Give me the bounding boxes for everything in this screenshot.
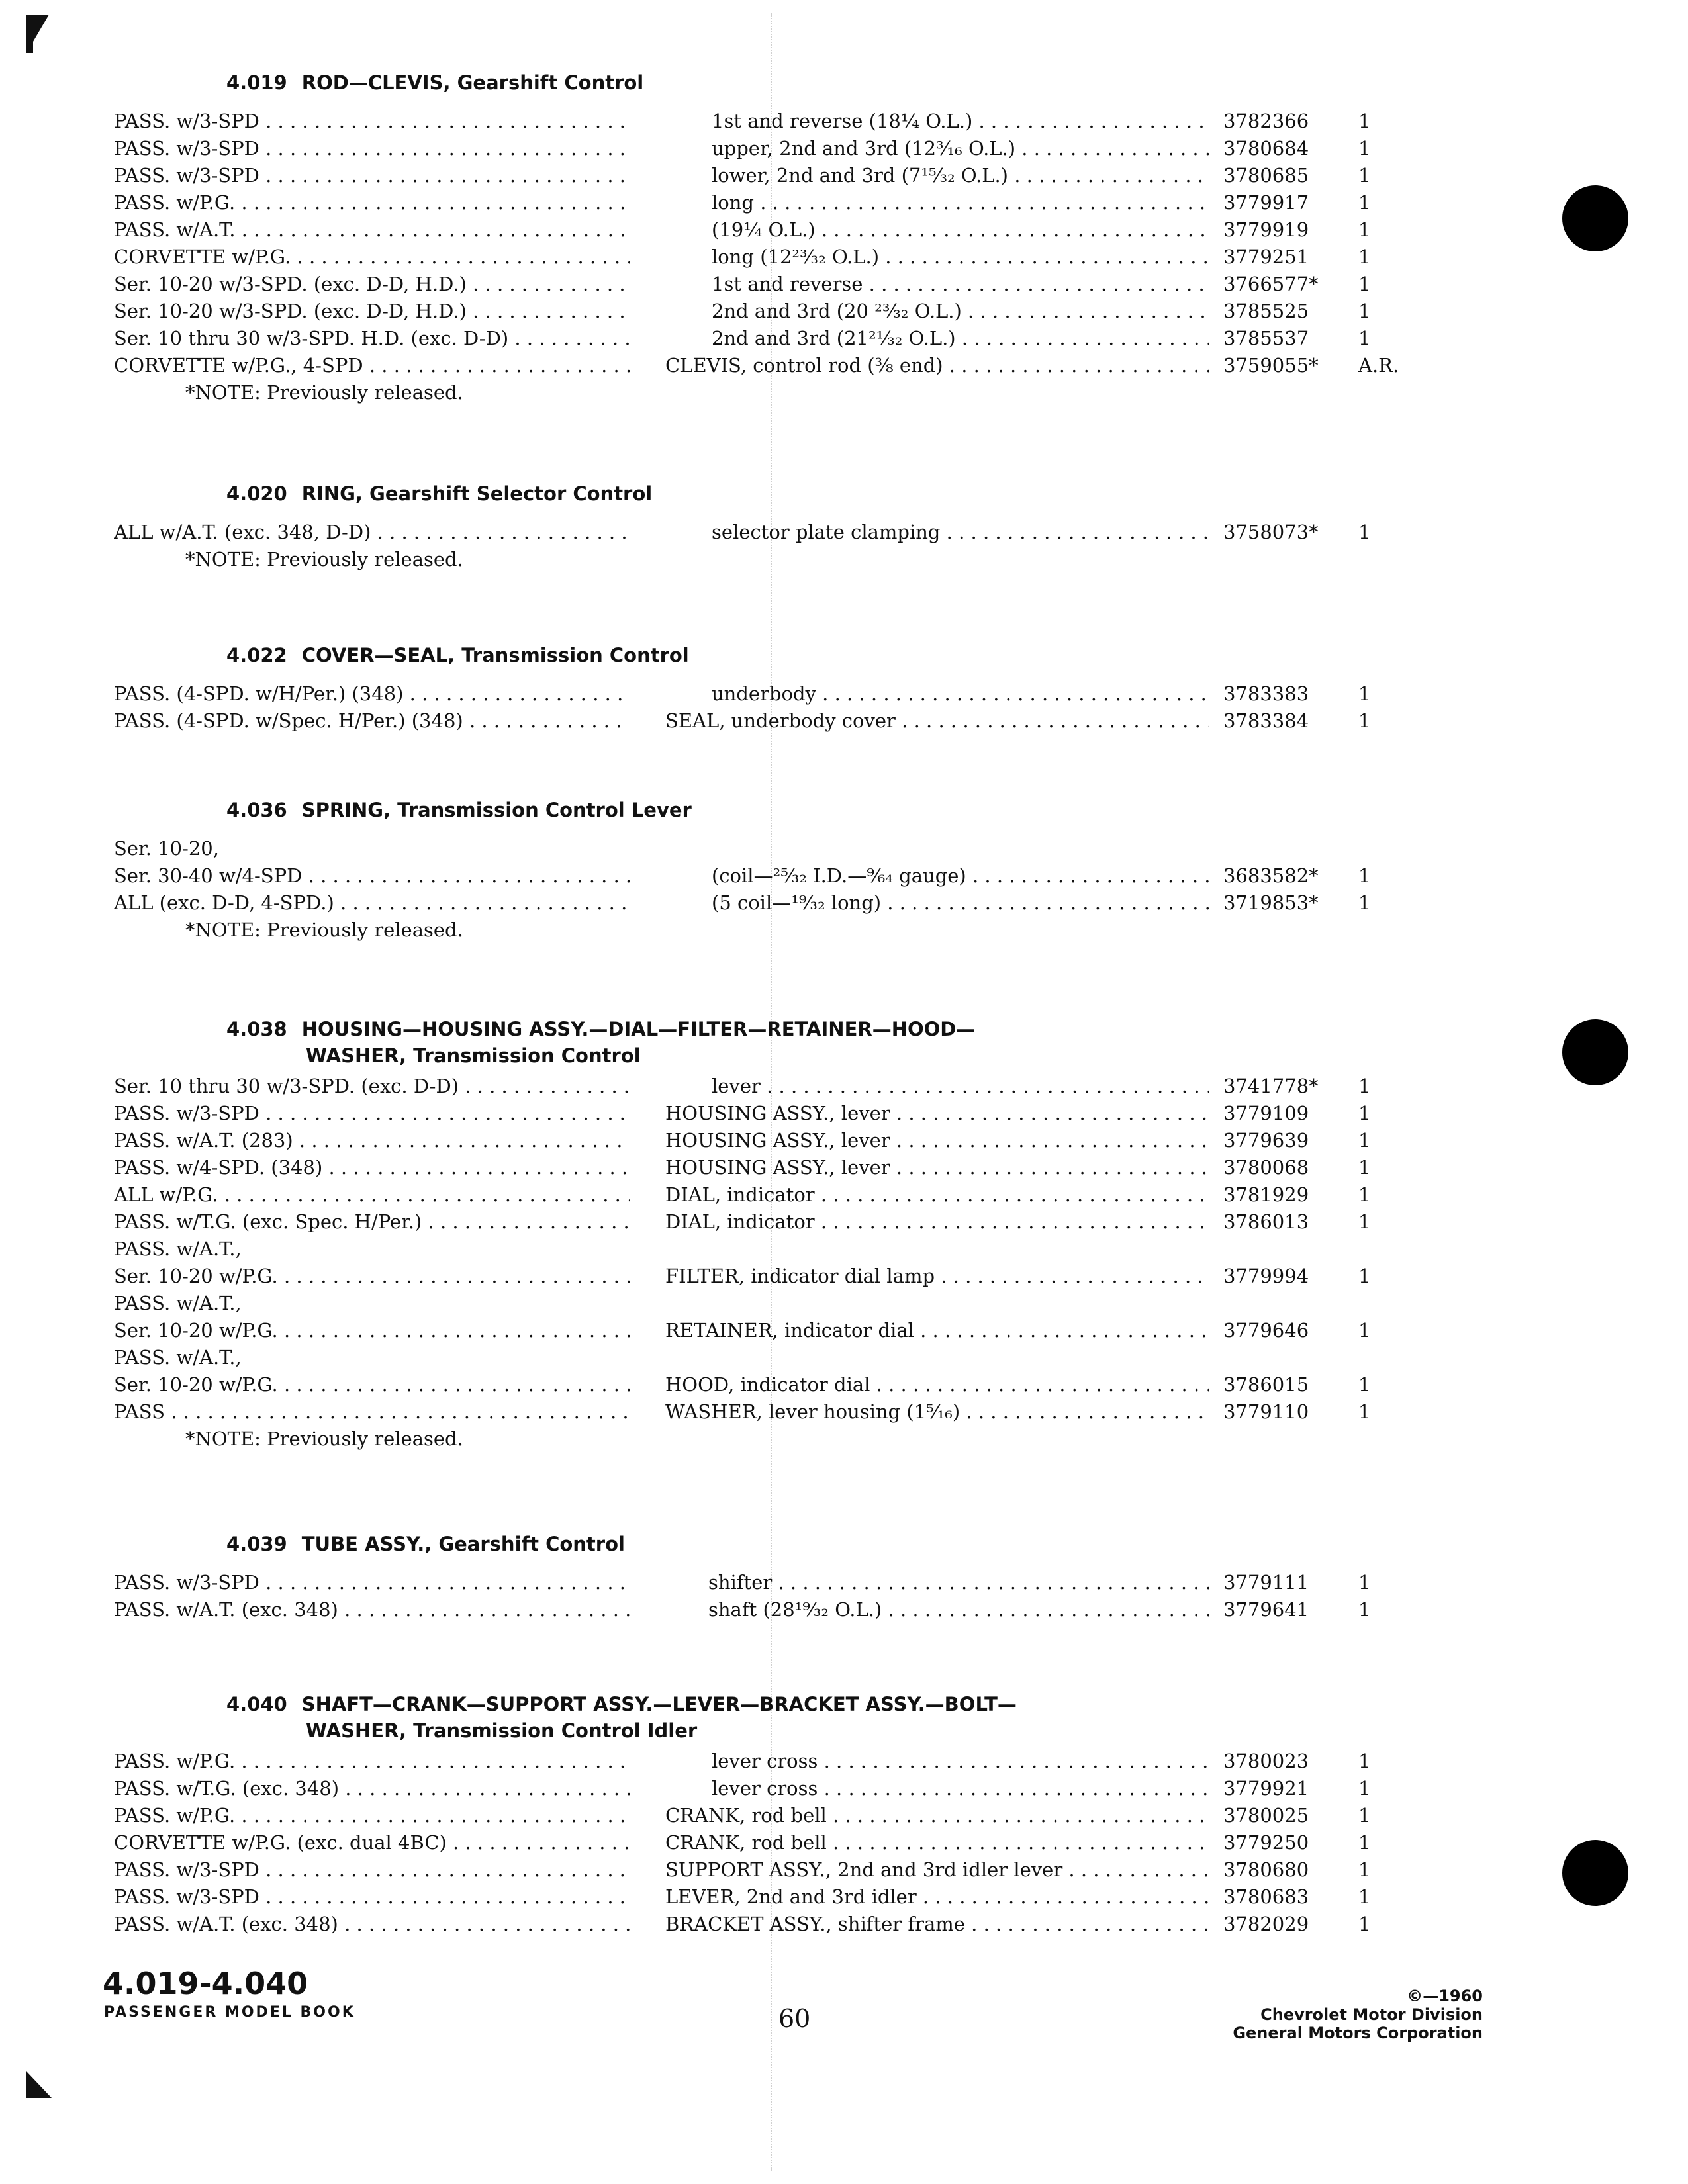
quantity-cell: 1 [1358, 110, 1371, 132]
table-row [0, 1856, 1688, 1884]
quantity-cell: 1 [1358, 218, 1371, 241]
table-row [0, 108, 1688, 135]
quantity-cell: 1 [1358, 891, 1371, 914]
description-cell: shaft (28¹⁹⁄₃₂ O.L.) . . . [708, 1596, 1209, 1623]
table-row [0, 1911, 1688, 1938]
description-cell: long (12²³⁄₃₂ O.L.) . . . [712, 244, 1209, 271]
description-cell: shifter . . . [708, 1569, 1209, 1596]
application-cell: CORVETTE w/P.G., 4-SPD . . . [114, 352, 630, 379]
description-cell: lever cross . . . [712, 1775, 1209, 1802]
section-title: COVER—SEAL, Transmission Control [301, 644, 689, 666]
description-cell: LEVER, 2nd and 3rd idler . . . [665, 1884, 1209, 1911]
table-row [0, 835, 1688, 862]
quantity-cell: 1 [1358, 1913, 1371, 1935]
parts-table [0, 835, 1688, 917]
description-cell: selector plate clamping . . . [712, 519, 1209, 546]
section-title: ROD—CLEVIS, Gearshift Control [301, 71, 644, 94]
part-number-cell: 3780684 [1223, 137, 1309, 159]
quantity-cell: 1 [1358, 300, 1371, 322]
application-cell: Ser. 30-40 w/4-SPD . . . [114, 862, 630, 889]
table-row [0, 216, 1688, 244]
application-cell: PASS. w/3-SPD . . . [114, 1856, 630, 1884]
part-number-cell: 3719853* [1223, 891, 1319, 914]
application-cell: PASS. w/P.G. . . . [114, 189, 630, 216]
description-cell: HOOD, indicator dial . . . [665, 1371, 1209, 1398]
description-cell: FILTER, indicator dial lamp . . . [665, 1263, 1209, 1290]
application-cell: ALL w/P.G. . . . [114, 1181, 630, 1208]
quantity-cell: 1 [1358, 1129, 1371, 1152]
part-number-cell: 3779994 [1223, 1265, 1309, 1287]
application-cell: PASS. w/T.G. (exc. 348) . . . [114, 1775, 630, 1802]
table-row [0, 1569, 1688, 1596]
quantity-cell: 1 [1358, 1156, 1371, 1179]
table-row [0, 519, 1688, 546]
part-number-cell: 3786013 [1223, 1210, 1309, 1233]
quantity-cell: 1 [1358, 164, 1371, 187]
table-row [0, 1073, 1688, 1100]
description-cell: CRANK, rod bell . . . [665, 1802, 1209, 1829]
footnote: *NOTE: Previously released. [185, 381, 463, 404]
table-row [0, 1317, 1688, 1344]
quantity-cell: 1 [1358, 1804, 1371, 1827]
description-cell: 2nd and 3rd (21²¹⁄₃₂ O.L.) . . . [712, 325, 1209, 352]
description-cell: lever cross . . . [712, 1748, 1209, 1775]
quantity-cell: 1 [1358, 864, 1371, 887]
table-row [0, 1127, 1688, 1154]
description-cell: lever . . . [712, 1073, 1209, 1100]
description-cell: HOUSING ASSY., lever . . . [665, 1127, 1209, 1154]
application-cell: PASS. w/3-SPD . . . [114, 1569, 630, 1596]
description-cell: long . . . [712, 189, 1209, 216]
application-cell: PASS. w/A.T. (283) . . . [114, 1127, 630, 1154]
table-row [0, 189, 1688, 216]
quantity-cell: 1 [1358, 1265, 1371, 1287]
table-row [0, 1263, 1688, 1290]
section-heading [226, 1531, 625, 1557]
table-row [0, 862, 1688, 889]
application-cell: Ser. 10-20 w/P.G. . . . [114, 1263, 630, 1290]
description-cell: (5 coil—¹⁹⁄₃₂ long) . . . [712, 889, 1209, 917]
application-cell: PASS. w/3-SPD . . . [114, 1100, 630, 1127]
application-cell: PASS. w/A.T. (exc. 348) . . . [114, 1596, 630, 1623]
part-number-cell: 3785537 [1223, 327, 1309, 349]
application-cell: PASS. w/3-SPD . . . [114, 1884, 630, 1911]
application-cell: Ser. 10-20 w/P.G. . . . [114, 1371, 630, 1398]
part-number-cell: 3781929 [1223, 1183, 1309, 1206]
application-cell: PASS. w/3-SPD . . . [114, 162, 630, 189]
application-cell: Ser. 10-20 w/3-SPD. (exc. D-D, H.D.) . . . [114, 298, 630, 325]
section-heading [226, 480, 652, 507]
quantity-cell: 1 [1358, 1400, 1371, 1423]
table-row [0, 135, 1688, 162]
application-cell: PASS. w/A.T., [114, 1292, 242, 1314]
parts-table [0, 1748, 1688, 1938]
table-row [0, 1884, 1688, 1911]
section-range: 4.019-4.040 [103, 1966, 308, 2001]
part-number-cell: 3786015 [1223, 1373, 1309, 1396]
quantity-cell: 1 [1358, 1319, 1371, 1342]
part-number-cell: 3758073* [1223, 521, 1319, 543]
table-row [0, 1236, 1688, 1263]
application-cell: Ser. 10-20, [114, 837, 219, 860]
part-number-cell: 3780680 [1223, 1858, 1309, 1881]
part-number-cell: 3779250 [1223, 1831, 1309, 1854]
table-row [0, 1181, 1688, 1208]
application-cell: PASS. (4-SPD. w/H/Per.) (348) . . . [114, 680, 630, 707]
section-title: TUBE ASSY., Gearshift Control [301, 1533, 625, 1555]
application-cell: PASS. w/A.T., [114, 1346, 242, 1369]
table-row [0, 1344, 1688, 1371]
parts-table [0, 519, 1688, 546]
description-cell: RETAINER, indicator dial . . . [665, 1317, 1209, 1344]
part-number-cell: 3780025 [1223, 1804, 1309, 1827]
division: Chevrolet Motor Division [1260, 2005, 1483, 2024]
application-cell: CORVETTE w/P.G. . . . [114, 244, 630, 271]
quantity-cell: 1 [1358, 273, 1371, 295]
part-number-cell: 3779646 [1223, 1319, 1309, 1342]
footnote: *NOTE: Previously released. [185, 919, 463, 941]
table-row [0, 680, 1688, 707]
quantity-cell: 1 [1358, 1210, 1371, 1233]
application-cell: PASS. w/A.T. (exc. 348) . . . [114, 1911, 630, 1938]
quantity-cell: 1 [1358, 1102, 1371, 1124]
part-number-cell: 3783384 [1223, 709, 1309, 732]
quantity-cell: 1 [1358, 1571, 1371, 1594]
section-title-continued: WASHER, Transmission Control [306, 1044, 641, 1067]
description-cell: SEAL, underbody cover . . . [665, 707, 1209, 735]
description-cell: HOUSING ASSY., lever . . . [665, 1100, 1209, 1127]
copyright: ©—1960 [1407, 1987, 1483, 2005]
part-number-cell: 3779110 [1223, 1400, 1309, 1423]
application-cell: PASS. w/P.G. . . . [114, 1748, 630, 1775]
table-row [0, 352, 1688, 379]
application-cell: PASS . . . [114, 1398, 630, 1426]
application-cell: PASS. w/3-SPD . . . [114, 108, 630, 135]
part-number-cell: 3779109 [1223, 1102, 1309, 1124]
table-row [0, 1290, 1688, 1317]
part-number-cell: 3780685 [1223, 164, 1309, 187]
quantity-cell: 1 [1358, 1183, 1371, 1206]
table-row [0, 1829, 1688, 1856]
description-cell: (coil—²⁵⁄₃₂ I.D.—⁹⁄₆₄ gauge) . . . [712, 862, 1209, 889]
quantity-cell: 1 [1358, 191, 1371, 214]
section-title: RING, Gearshift Selector Control [301, 482, 653, 505]
section-heading [226, 1016, 975, 1069]
application-cell: Ser. 10-20 w/3-SPD. (exc. D-D, H.D.) . . . [114, 271, 630, 298]
description-cell: HOUSING ASSY., lever . . . [665, 1154, 1209, 1181]
part-number-cell: 3779111 [1223, 1571, 1309, 1594]
table-row [0, 1371, 1688, 1398]
part-number-cell: 3779639 [1223, 1129, 1309, 1152]
section-title: HOUSING—HOUSING ASSY.—DIAL—FILTER—RETAINER—HOOD— [301, 1018, 976, 1040]
quantity-cell: 1 [1358, 137, 1371, 159]
table-row [0, 1775, 1688, 1802]
description-cell: DIAL, indicator . . . [665, 1181, 1209, 1208]
description-cell: (19¼ O.L.) . . . [712, 216, 1209, 244]
table-row [0, 1100, 1688, 1127]
application-cell: Ser. 10 thru 30 w/3-SPD. H.D. (exc. D-D) . . . [114, 325, 630, 352]
part-number-cell: 3759055* [1223, 354, 1319, 377]
application-cell: PASS. w/3-SPD . . . [114, 135, 630, 162]
part-number-cell: 3779917 [1223, 191, 1309, 214]
table-row [0, 1748, 1688, 1775]
table-row [0, 889, 1688, 917]
description-cell: lower, 2nd and 3rd (7¹⁵⁄₃₂ O.L.) . . . [712, 162, 1209, 189]
quantity-cell: 1 [1358, 1075, 1371, 1097]
description-cell: 2nd and 3rd (20 ²³⁄₃₂ O.L.) . . . [712, 298, 1209, 325]
section-number: 4.036 [226, 799, 287, 821]
page-number: 60 [778, 2004, 811, 2033]
table-row [0, 325, 1688, 352]
section-heading [226, 69, 643, 96]
corner-crop-mark [26, 15, 49, 53]
quantity-cell: 1 [1358, 246, 1371, 268]
description-cell: SUPPORT ASSY., 2nd and 3rd idler lever . . . [665, 1856, 1209, 1884]
section-heading [226, 642, 689, 668]
part-number-cell: 3779919 [1223, 218, 1309, 241]
part-number-cell: 3741778* [1223, 1075, 1319, 1097]
application-cell: ALL (exc. D-D, 4-SPD.) . . . [114, 889, 630, 917]
part-number-cell: 3782029 [1223, 1913, 1309, 1935]
quantity-cell: 1 [1358, 1886, 1371, 1908]
description-cell: DIAL, indicator . . . [665, 1208, 1209, 1236]
description-cell: upper, 2nd and 3rd (12³⁄₁₆ O.L.) . . . [712, 135, 1209, 162]
section-number: 4.022 [226, 644, 287, 666]
parts-table [0, 1569, 1688, 1623]
table-row [0, 271, 1688, 298]
description-cell: 1st and reverse (18¼ O.L.) . . . [712, 108, 1209, 135]
application-cell: PASS. (4-SPD. w/Spec. H/Per.) (348) . . . [114, 707, 630, 735]
quantity-cell: 1 [1358, 1373, 1371, 1396]
part-number-cell: 3779641 [1223, 1598, 1309, 1621]
part-number-cell: 3780023 [1223, 1750, 1309, 1772]
part-number-cell: 3683582* [1223, 864, 1319, 887]
part-number-cell: 3780068 [1223, 1156, 1309, 1179]
section-number: 4.040 [226, 1693, 287, 1715]
footnote: *NOTE: Previously released. [185, 1428, 463, 1450]
application-cell: PASS. w/T.G. (exc. Spec. H/Per.) . . . [114, 1208, 630, 1236]
description-cell: 1st and reverse . . . [712, 271, 1209, 298]
application-cell: PASS. w/4-SPD. (348) . . . [114, 1154, 630, 1181]
description-cell: WASHER, lever housing (1⁵⁄₁₆) . . . [665, 1398, 1209, 1426]
quantity-cell: 1 [1358, 1598, 1371, 1621]
section-title-continued: WASHER, Transmission Control Idler [306, 1719, 698, 1742]
parts-table [0, 108, 1688, 379]
application-cell: PASS. w/A.T., [114, 1238, 242, 1260]
section-number: 4.038 [226, 1018, 287, 1040]
quantity-cell: 1 [1358, 682, 1371, 705]
book-title: PASSENGER MODEL BOOK [104, 2004, 355, 2021]
footnote: *NOTE: Previously released. [185, 548, 463, 570]
table-row [0, 244, 1688, 271]
quantity-cell: 1 [1358, 1750, 1371, 1772]
section-heading [226, 1691, 1017, 1744]
table-row [0, 298, 1688, 325]
description-cell: CLEVIS, control rod (⅜ end) . . . [665, 352, 1209, 379]
part-number-cell: 3779251 [1223, 246, 1309, 268]
quantity-cell: 1 [1358, 1777, 1371, 1799]
section-number: 4.039 [226, 1533, 287, 1555]
section-title: SPRING, Transmission Control Lever [301, 799, 692, 821]
part-number-cell: 3780683 [1223, 1886, 1309, 1908]
table-row [0, 1208, 1688, 1236]
table-row [0, 1398, 1688, 1426]
table-row [0, 707, 1688, 735]
section-title: SHAFT—CRANK—SUPPORT ASSY.—LEVER—BRACKET ASSY.—BOLT— [301, 1693, 1017, 1715]
corner-crop-mark [26, 2071, 52, 2098]
table-row [0, 162, 1688, 189]
publisher-block [1192, 1987, 1483, 2042]
table-row [0, 1154, 1688, 1181]
parts-table [0, 680, 1688, 735]
quantity-cell: 1 [1358, 327, 1371, 349]
application-cell: PASS. w/P.G. . . . [114, 1802, 630, 1829]
description-cell: BRACKET ASSY., shifter frame . . . [665, 1911, 1209, 1938]
section-heading [226, 797, 692, 823]
part-number-cell: 3782366 [1223, 110, 1309, 132]
application-cell: ALL w/A.T. (exc. 348, D-D) . . . [114, 519, 630, 546]
quantity-cell: 1 [1358, 1858, 1371, 1881]
application-cell: CORVETTE w/P.G. (exc. dual 4BC) . . . [114, 1829, 630, 1856]
application-cell: Ser. 10-20 w/P.G. . . . [114, 1317, 630, 1344]
section-number: 4.019 [226, 71, 287, 94]
parts-table [0, 1073, 1688, 1426]
part-number-cell: 3766577* [1223, 273, 1319, 295]
quantity-cell: A.R. [1358, 354, 1399, 377]
application-cell: Ser. 10 thru 30 w/3-SPD. (exc. D-D) . . . [114, 1073, 630, 1100]
part-number-cell: 3783383 [1223, 682, 1309, 705]
section-number: 4.020 [226, 482, 287, 505]
quantity-cell: 1 [1358, 709, 1371, 732]
part-number-cell: 3779921 [1223, 1777, 1309, 1799]
part-number-cell: 3785525 [1223, 300, 1309, 322]
table-row [0, 1802, 1688, 1829]
table-row [0, 1596, 1688, 1623]
description-cell: underbody . . . [712, 680, 1209, 707]
quantity-cell: 1 [1358, 1831, 1371, 1854]
corporation: General Motors Corporation [1233, 2024, 1483, 2042]
application-cell: PASS. w/A.T. . . . [114, 216, 630, 244]
description-cell: CRANK, rod bell . . . [665, 1829, 1209, 1856]
quantity-cell: 1 [1358, 521, 1371, 543]
